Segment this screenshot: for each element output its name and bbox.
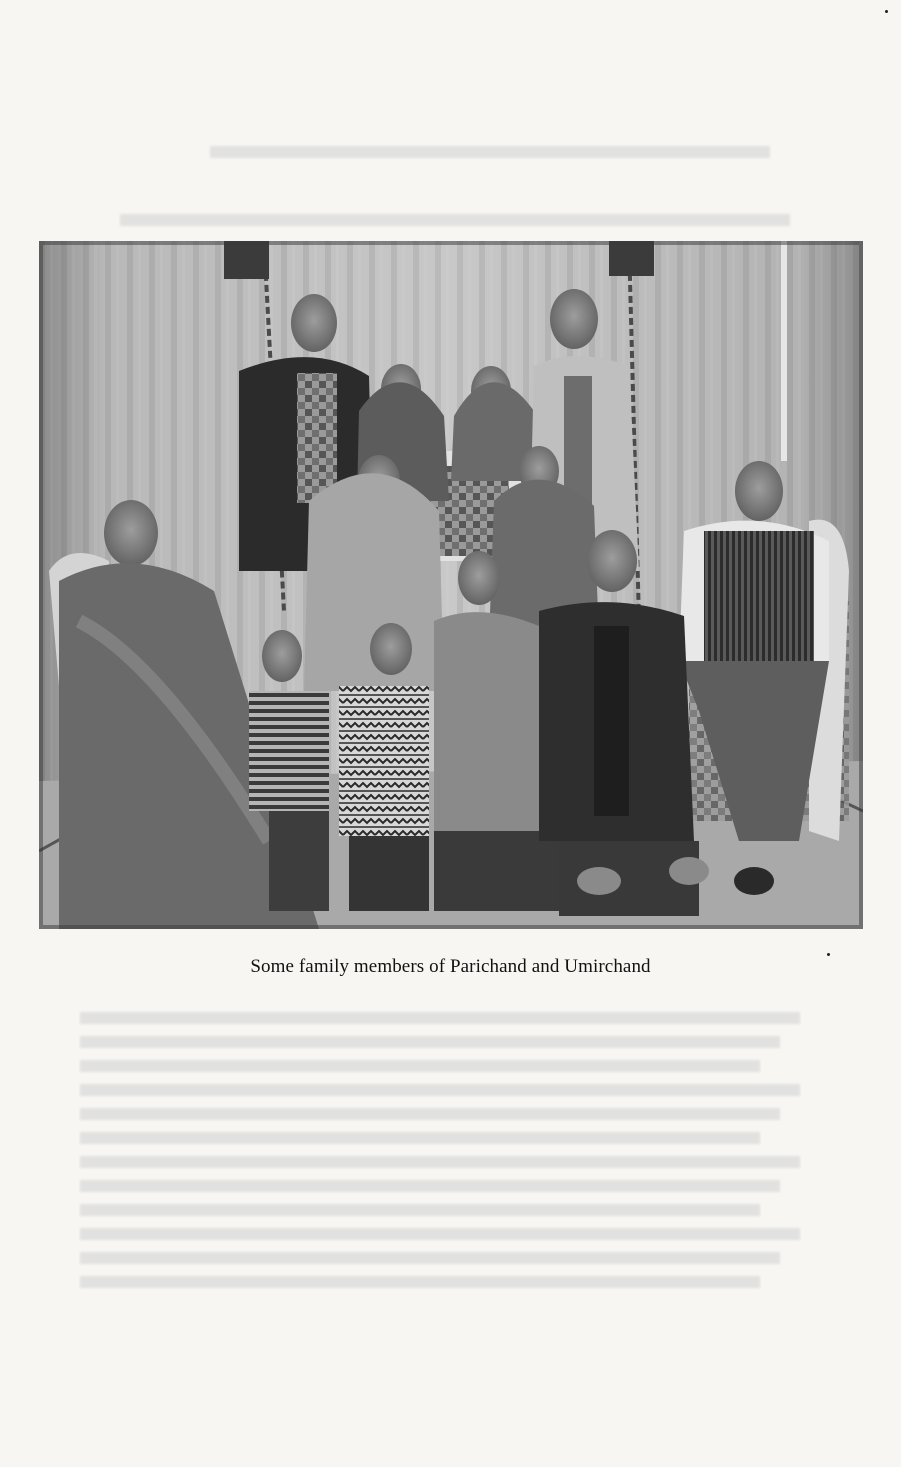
- show-through-line: [210, 146, 770, 158]
- show-through-line: [80, 1132, 760, 1144]
- scan-speck: [827, 953, 830, 956]
- show-through-line: [80, 1204, 760, 1216]
- show-through-line: [80, 1276, 760, 1288]
- show-through-header: [210, 134, 901, 170]
- show-through-line: [80, 1108, 780, 1120]
- scan-speck: [885, 10, 888, 13]
- show-through-text-top: [120, 202, 810, 238]
- show-through-line: [80, 1012, 800, 1024]
- show-through-text-bottom: [80, 1000, 820, 1300]
- show-through-line: [80, 1156, 800, 1168]
- family-photograph: [39, 241, 863, 929]
- show-through-line: [80, 1036, 780, 1048]
- show-through-line: [80, 1084, 800, 1096]
- show-through-line: [80, 1060, 760, 1072]
- show-through-line: [80, 1180, 780, 1192]
- show-through-line: [80, 1252, 780, 1264]
- show-through-line: [80, 1228, 800, 1240]
- photo-caption: Some family members of Parichand and Umirchand: [250, 956, 651, 977]
- show-through-line: [120, 214, 790, 226]
